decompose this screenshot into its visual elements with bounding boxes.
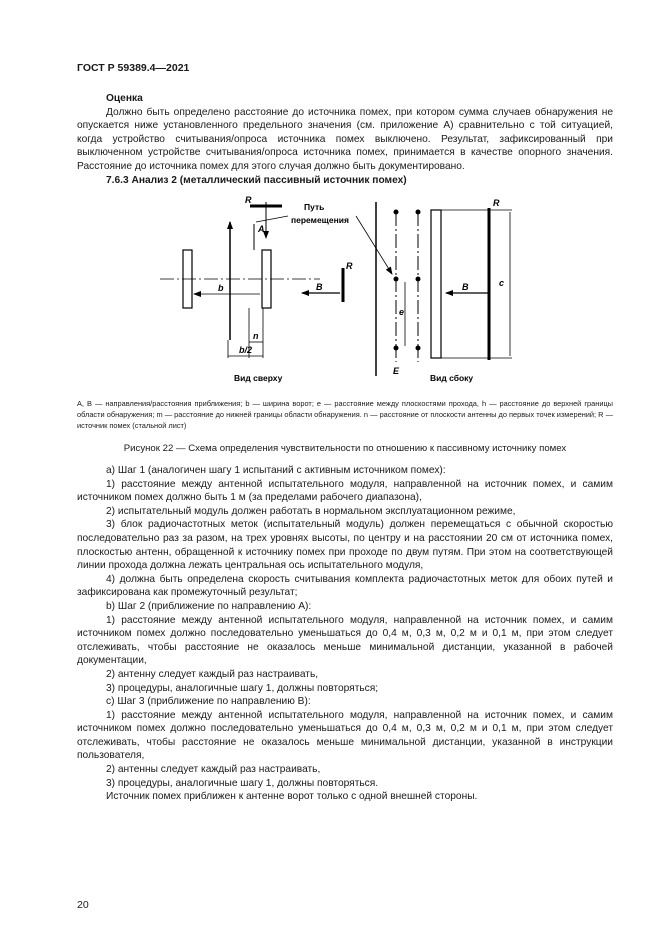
label-n: n xyxy=(253,331,259,341)
point xyxy=(394,210,399,215)
figure-22-diagram xyxy=(0,190,661,430)
paragraph: Источник помех приближен к антенне ворот только с одной внешней стороны. xyxy=(106,791,478,803)
point xyxy=(416,346,421,351)
paragraph: 4) должна быть определена скорость считывания комплекта радиочастотных меток для обоих путей и зафиксирована как промежуточный результат; xyxy=(77,573,613,599)
point xyxy=(416,210,421,215)
side-view xyxy=(393,198,512,383)
label-b-dir: B xyxy=(316,282,323,292)
paragraph: 3) блок радиочастотных меток (испытательный модуль) должен перемещаться с обычной скоростью последовательно раз за разом, на трех уровнях высоты, по центру и на расстоянии 20 см от источника помех, плоскостью антенн, обращенной к источнику помех при проходе по двум путям. При этом на соответствующей линии прохода должна лежать центральная ось испытательного модуля, xyxy=(77,519,613,572)
paragraph: 2) антенну следует каждый раз настраивать, xyxy=(106,668,319,680)
path-leader-left xyxy=(256,216,288,222)
paragraph: а) Шаг 1 (аналогичен шагу 1 испытаний с активным источником помех): xyxy=(106,465,446,476)
paragraph: 3) процедуры, аналогичные шагу 1, должны повторяться; xyxy=(106,682,379,694)
label-c: c xyxy=(499,278,505,288)
page-number: 20 xyxy=(77,899,89,911)
label-b-side: B xyxy=(462,282,469,292)
figure-title: Рисунок 22 — Схема определения чувствительности по отношению к пассивному источнику помех xyxy=(123,443,567,454)
paragraph: 1) расстояние между антенной испытательного модуля, направленной на источник помех, и самим источником помех должно последовательно уменьшаться до 0,4 м, 0,3 м, 0,2 м и 0,1 м, при этом следует отслеживать, чтобы расстояние не оказалось меньше минимальной дистанции, указанной в рабочей документации, xyxy=(77,614,613,667)
path-leader-right xyxy=(356,216,392,274)
caption-top-view: Вид сверху xyxy=(234,373,283,383)
point xyxy=(394,346,399,351)
evaluation-section xyxy=(77,92,613,187)
point xyxy=(416,277,421,282)
paragraph: 1) расстояние между антенной испытательного модуля, направленной на источник помех, и самим источником помех должно быть 1 м (за пределами рабочего диапазона), xyxy=(77,478,613,504)
label-r-top: R xyxy=(245,195,252,205)
paragraph: 2) антенны следует каждый раз настраивать, xyxy=(106,764,321,776)
paragraph: 3) процедуры, аналогичные шагу 1, должны повторяться. xyxy=(106,777,379,789)
figure-legend: A, B — направления/расстояния приближения; b — ширина ворот; e — расстояние между плоскостями прохода, h — расстояние до верхней границы области обнаружения; m — расстояние до нижней границы области обнаружения. n — расстояние от плоскости антенны до первых точек измерений; R — источник помех (стальной лист) xyxy=(77,399,613,430)
document-code: ГОСТ Р 59389.4—2021 xyxy=(77,62,190,74)
label-path-2: перемещения xyxy=(291,215,349,225)
paragraph: 2) испытательный модуль должен работать в нормальном эксплуатационном режиме, xyxy=(106,505,516,517)
point xyxy=(394,277,399,282)
label-r-side: R xyxy=(493,198,500,208)
label-e-bottom: E xyxy=(393,366,400,376)
caption-side-view: Вид сбоку xyxy=(430,373,474,383)
side-gate-antenna xyxy=(431,210,441,358)
paragraph: 1) расстояние между антенной испытательного модуля, направленной на источник помех, и самим источником помех должно последовательно уменьшаться до 0,4 м, 0,3 м, 0,2 м и 0,1 м, при этом следует отслеживать, чтобы расстояние не оказалось меньше минимальной дистанции, указанной в инструкции пользователя, xyxy=(77,709,613,762)
evaluation-text: Должно быть определено расстояние до источника помех, при котором сумма случаев обнаружения не опускается ниже установленного предельного значения (см. приложение А) сравнительно с той ситуацией, когда устройство считывания/опроса источника помех выключено. Результат, зафиксированный при выключенном устройстве считывания/опроса источника помех, принимается в качестве опорного значения. Расстояние до источника помех для этого случая должно быть документировано. xyxy=(77,106,613,172)
evaluation-heading: Оценка xyxy=(106,93,143,104)
body-text xyxy=(77,464,613,804)
label-r-right: R xyxy=(346,261,353,271)
paragraph: c) Шаг 3 (приближение по направлению В): xyxy=(106,696,311,708)
paragraph: b) Шаг 2 (приближение по направлению А): xyxy=(106,600,312,612)
subsection-title: 7.6.3 Анализ 2 (металлический пассивный источник помех) xyxy=(106,174,407,186)
label-b2: b/2 xyxy=(239,345,253,355)
label-a: A xyxy=(258,224,265,234)
label-e: e xyxy=(399,307,405,317)
label-path-1: Путь xyxy=(304,202,325,212)
label-b: b xyxy=(218,283,224,293)
